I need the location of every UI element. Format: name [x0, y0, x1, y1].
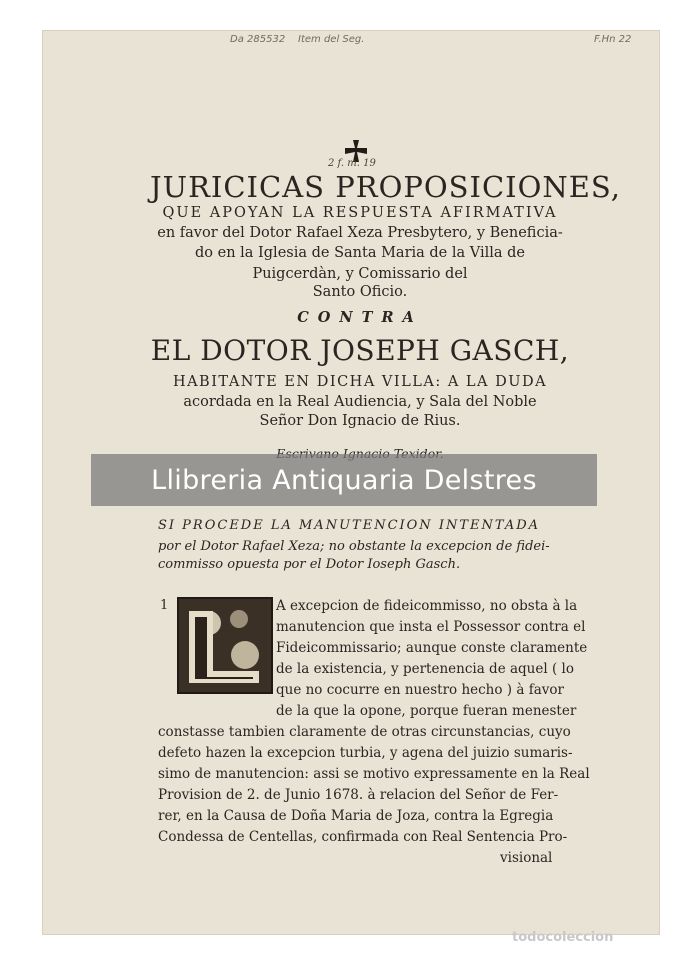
- title-line-5: Puigcerdàn, y Comissario del: [252, 266, 468, 282]
- title-line-10: Señor Don Ignacio de Rius.: [259, 413, 461, 429]
- body-line: visional: [500, 850, 553, 866]
- body-line: de la que la opone, porque fueran menester: [276, 703, 577, 719]
- body-line: de la existencia, y pertenencia de aquel ( lo: [276, 661, 574, 677]
- question-line-3: commisso opuesta por el Dotor Ioseph Gasch.: [158, 557, 461, 572]
- body-line: simo de manutencion: assi se motivo expressamente en la Real: [158, 766, 590, 782]
- body-line: defeto hazen la excepcion turbia, y agena del juizio sumaris-: [158, 745, 573, 761]
- contra-heading: CONTRA: [297, 309, 423, 326]
- body-line: Fideicommissario; aunque conste claramente: [276, 640, 588, 656]
- body-line: manutencion que insta el Possessor contra el: [276, 619, 586, 635]
- title-line-3: en favor del Dotor Rafael Xeza Presbytero, y Beneficia-: [157, 225, 563, 241]
- title-line-4: do en la Iglesia de Santa Maria de la Villa de: [195, 245, 525, 261]
- bookseller-watermark: Llibreria Antiquaria Delstres: [91, 454, 597, 506]
- paragraph-number: 1: [160, 598, 169, 613]
- decorated-initial-icon: [179, 599, 271, 692]
- folio-mark: 2 f. m. 19: [328, 158, 376, 169]
- title-line-2: QUE APOYAN LA RESPUESTA AFIRMATIVA: [162, 205, 558, 221]
- body-line: constasse tambien claramente de otras circunstancias, cuyo: [158, 724, 571, 740]
- question-line-1: SI PROCEDE LA MANUTENCION INTENTADA: [158, 518, 541, 533]
- catalog-ref-mid: Item del Seg.: [298, 34, 365, 45]
- question-line-2: por el Dotor Rafael Xeza; no obstante la excepcion de fidei-: [158, 539, 550, 554]
- title-line-9: acordada en la Real Audiencia, y Sala del Noble: [183, 394, 537, 410]
- catalog-ref-left: Da 285532: [230, 34, 286, 45]
- defendant-heading: EL DOTOR JOSEPH GASCH,: [150, 334, 570, 367]
- decorated-initial-l: [177, 597, 273, 694]
- body-line: que no cocurre en nuestro hecho ) à favor: [276, 682, 564, 698]
- body-line: A excepcion de fideicommisso, no obsta à la: [276, 598, 578, 614]
- body-line: Provision de 2. de Junio 1678. à relacion del Señor de Fer-: [158, 787, 559, 803]
- body-line: Condessa de Centellas, confirmada con Real Sentencia Pro-: [158, 829, 568, 845]
- document-title: JURICICAS PROPOSICIONES,: [150, 170, 621, 204]
- catalog-ref-right: F.Hn 22: [594, 34, 632, 45]
- title-line-6: Santo Oficio.: [312, 284, 408, 300]
- title-line-8: HABITANTE EN DICHA VILLA: A LA DUDA: [172, 374, 548, 390]
- body-line: rer, en la Causa de Doña Maria de Joza, contra la Egregia: [158, 808, 554, 824]
- source-watermark: todocoleccion: [512, 930, 614, 945]
